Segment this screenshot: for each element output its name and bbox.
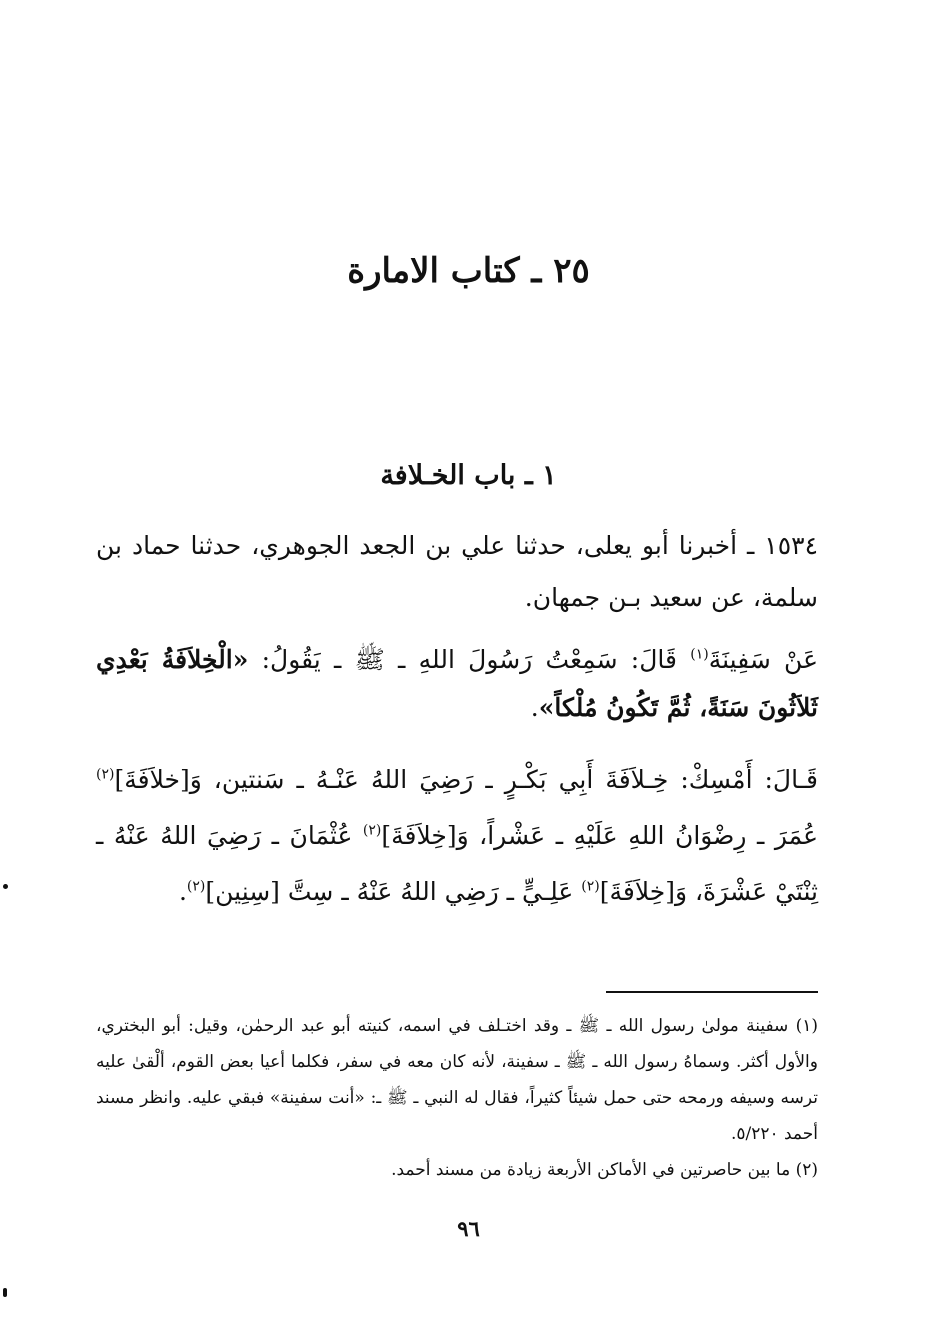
comment-part-1: قَـالَ: أَمْسِكْ: خِـلاَفَةَ أَبِي بَكْـرٍ ـ رَضِيَ اللهُ عَنْـهُ ـ سَنتين، وَ[خلاَفَةَ] bbox=[114, 765, 818, 794]
comment-part-3: عُثْمَانَ ـ رَضِيَ اللهُ عَنْهُ ـ ثِنْتَيْ عَشْرَةَ، وَ[خِلاَفَةَ] bbox=[96, 821, 818, 906]
scan-mark bbox=[3, 884, 8, 889]
hadith-isnad: ١٥٣٤ ـ أخبرنا أبو يعلى، حدثنا علي بن الجعد الجوهري، حدثنا حماد بن سلمة، عن سعيد بـن جمهان. bbox=[96, 531, 818, 612]
matn-mid: قَالَ: سَمِعْتُ رَسُولَ اللهِ ـ ﷺ ـ يَقُولُ: bbox=[248, 645, 691, 674]
matn-intro: عَنْ سَفِينَةَ bbox=[708, 645, 819, 674]
page-number: ٩٦ bbox=[457, 1216, 480, 1241]
footnote-divider bbox=[606, 991, 818, 993]
footnote-ref-2d: (٢) bbox=[186, 878, 206, 895]
comment-part-5: . bbox=[178, 877, 187, 906]
footnote-ref-2b: (٢) bbox=[362, 822, 382, 839]
footnote-ref-1: (١) bbox=[690, 646, 709, 663]
section-title: ١ ـ باب الخـلافة bbox=[380, 460, 557, 491]
footnote-ref-2a: (٢) bbox=[96, 766, 115, 783]
comment-part-2: عُمَرَ ـ رِضْوَانُ اللهِ عَلَيْهِ ـ عَشْراً، وَ[خِلاَفَةَ] bbox=[381, 821, 818, 850]
matn-end: . bbox=[530, 693, 539, 722]
chapter-title: ٢٥ ـ كتاب الامارة bbox=[347, 251, 590, 291]
footnotes bbox=[96, 1008, 818, 1188]
comment-part-4: عَلِـيٍّ ـ رَضِي اللهُ عَنْهُ ـ سِتَّ [سِنِين] bbox=[205, 877, 582, 906]
hadith-comment bbox=[96, 752, 818, 920]
matn-quote: «الْخِلاَفَةُ بَعْدِي ثَلاَثُونَ سَنَةً، ثُمَّ تَكُونُ مُلْكاً» bbox=[96, 645, 818, 722]
scan-mark bbox=[3, 1288, 7, 1297]
footnote-ref-2c: (٢) bbox=[581, 878, 600, 895]
hadith-matn bbox=[96, 636, 818, 732]
footnote-2: (٢) ما بين حاصرتين في الأماكن الأربعة زيادة من مسند أحمد. bbox=[391, 1160, 818, 1180]
footnote-1: (١) سفينة مولىٰ رسول الله ـ ﷺ ـ وقد اختـلف في اسمه، كنيته أبو عبد الرحمٰن، وقيل: أبو البختري، والأول أكثر. وسماهُ رسول الله ـ ﷺ ـ سفينة، لأنه كان معه في سفر، فكلما أعيا بعض القوم، ألْقىٰ عليه ترسه وسيفه ورمحه حتى حمل شيئاً كثيراً، فقال له النبي ـ ﷺ ـ: «أنت سفينة» فبقي عليه. وانظر مسند أحمد ٥/٢٢٠. bbox=[96, 1016, 819, 1144]
